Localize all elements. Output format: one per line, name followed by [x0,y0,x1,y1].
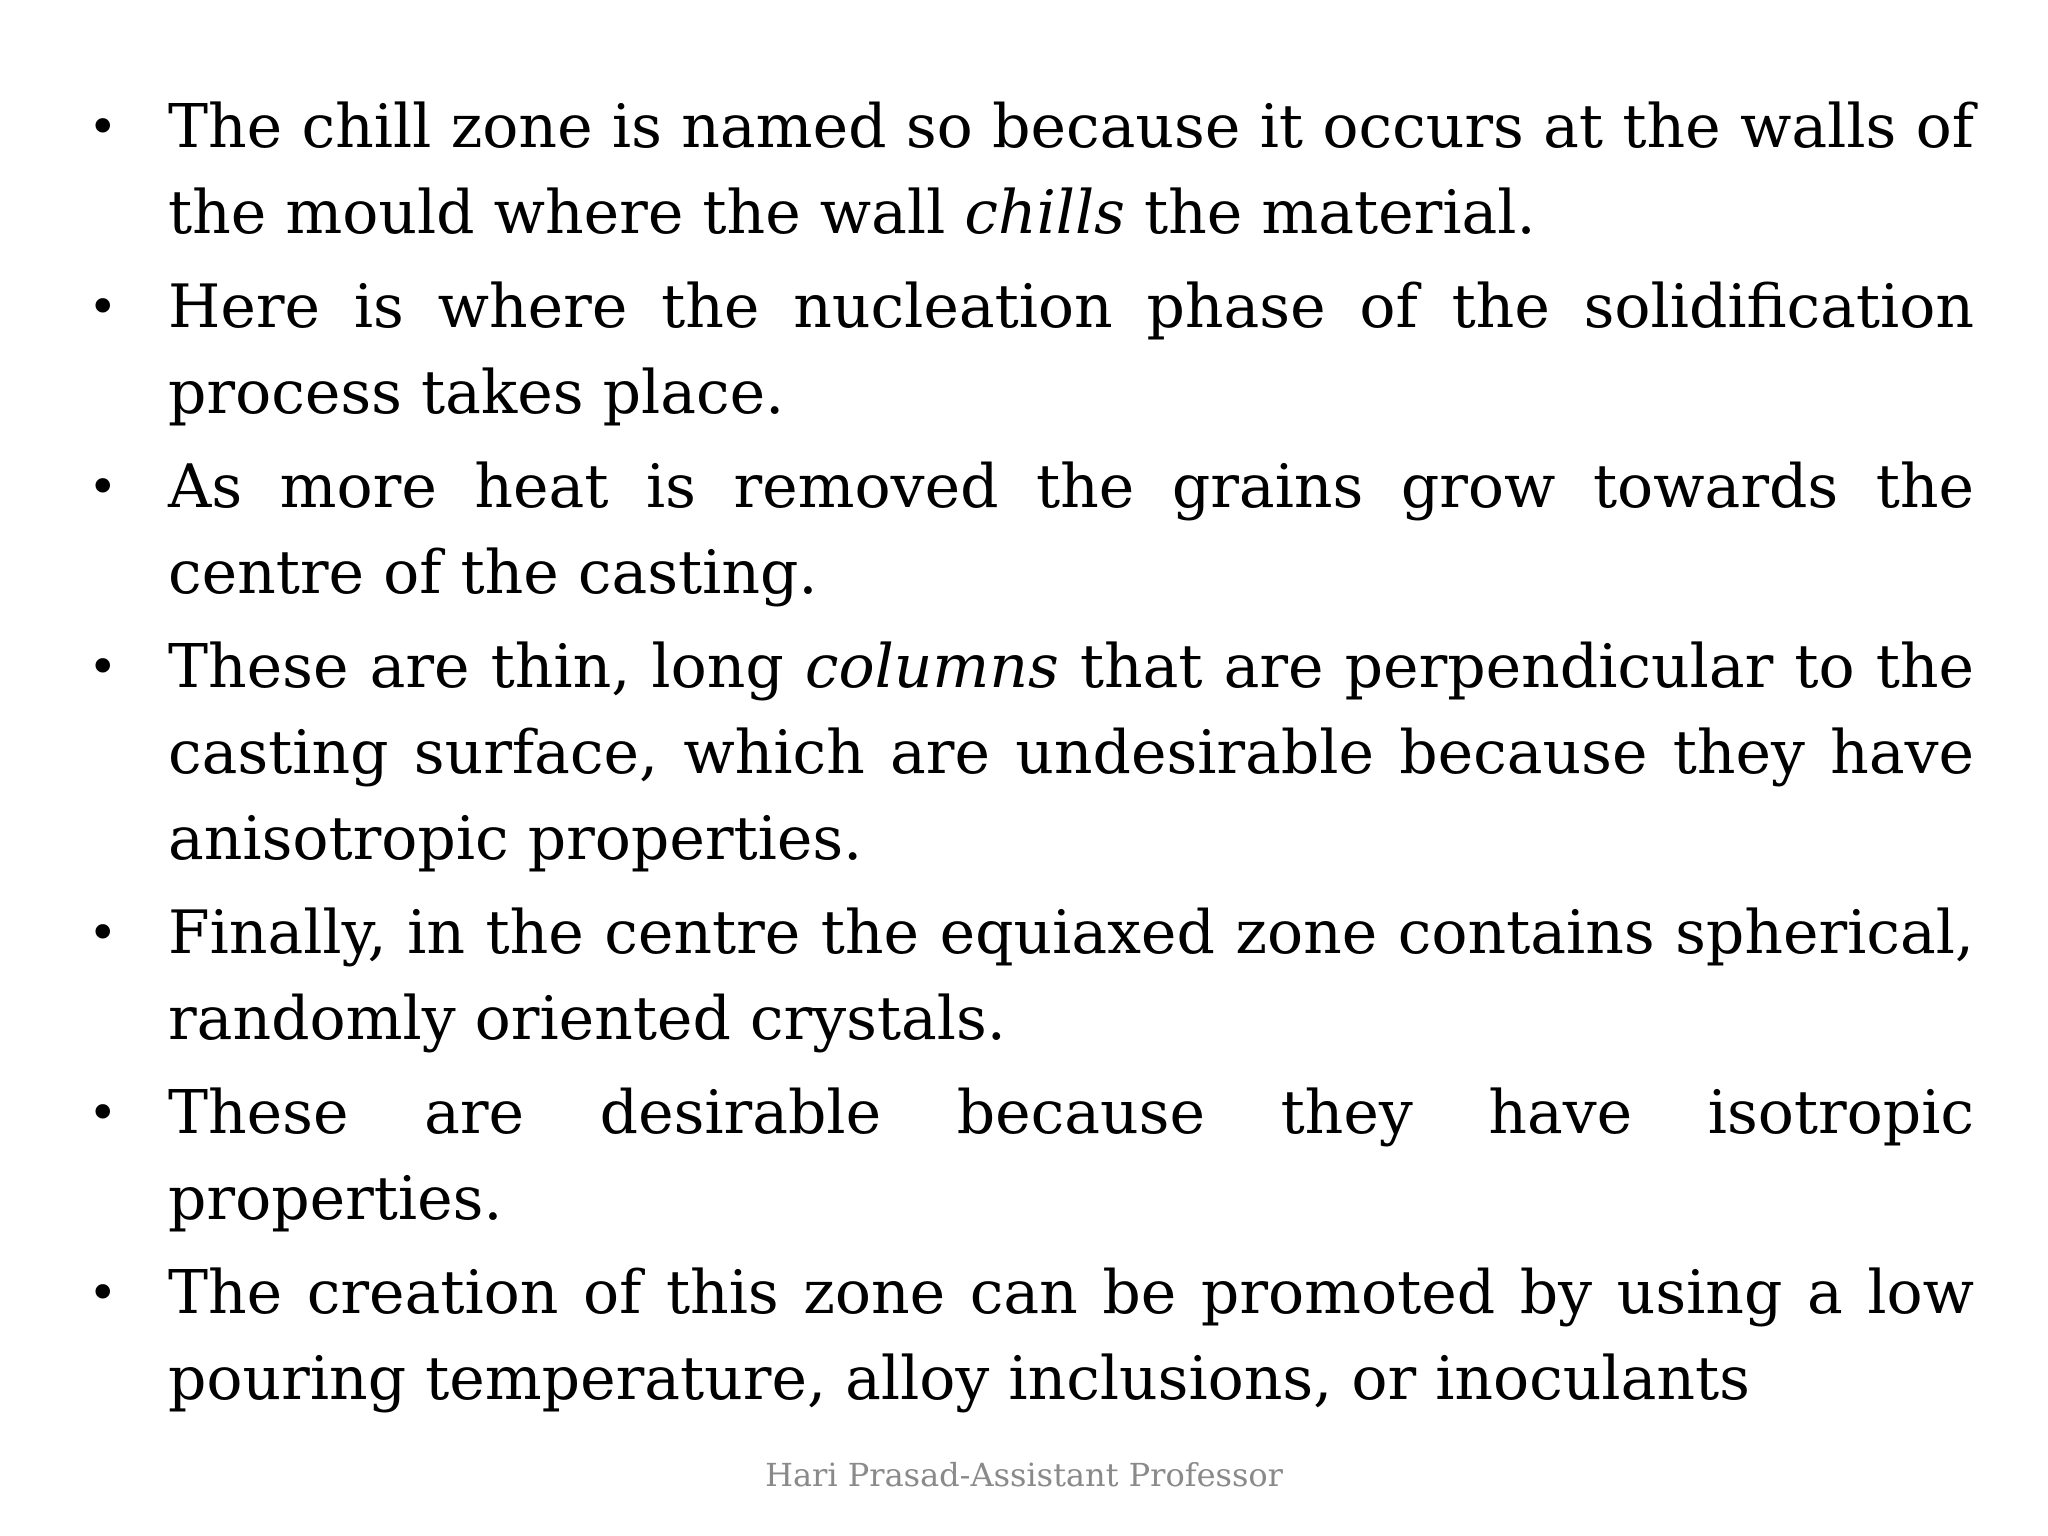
bullet-text: Here is where the nucleation phase of the solidification process takes place. [168,272,1974,428]
emphasized-text: chills [964,178,1125,248]
footer-author: Hari Prasad-Assistant Professor [765,1456,1283,1494]
bullet-text: As more heat is removed the grains grow towards the centre of the casting. [168,452,1974,608]
bullet-text: These are thin, long [168,632,805,702]
bullet-item [84,264,1974,436]
emphasized-text: columns [804,632,1059,702]
bullet-text: that are perpendicular to the casting surface, which are undesirable because they have anisotropic properties. [168,632,1974,874]
bullet-item [84,624,1974,882]
bullet-marker-icon: • [88,904,118,962]
bullet-item [84,1070,1974,1242]
bullet-item [84,84,1974,256]
bullet-marker-icon: • [88,98,118,156]
bullet-text: The chill zone is named so because it occurs at the walls of the mould where the wall [168,92,1974,248]
bullet-item [84,1250,1974,1422]
bullet-item [84,444,1974,616]
bullet-marker-icon: • [88,458,118,516]
bullet-marker-icon: • [88,638,118,696]
bullet-text: the material. [1124,178,1536,248]
bullet-list [84,84,1974,1430]
bullet-text: Finally, in the centre the equiaxed zone contains spherical, randomly oriented crystals. [168,898,1974,1054]
bullet-marker-icon: • [88,1264,118,1322]
bullet-marker-icon: • [88,278,118,336]
bullet-item [84,890,1974,1062]
bullet-text: These are desirable because they have isotropic properties. [168,1078,1974,1234]
bullet-text: The creation of this zone can be promoted by using a low pouring temperature, alloy inclusions, or inoculants [168,1258,1974,1414]
bullet-marker-icon: • [88,1084,118,1142]
